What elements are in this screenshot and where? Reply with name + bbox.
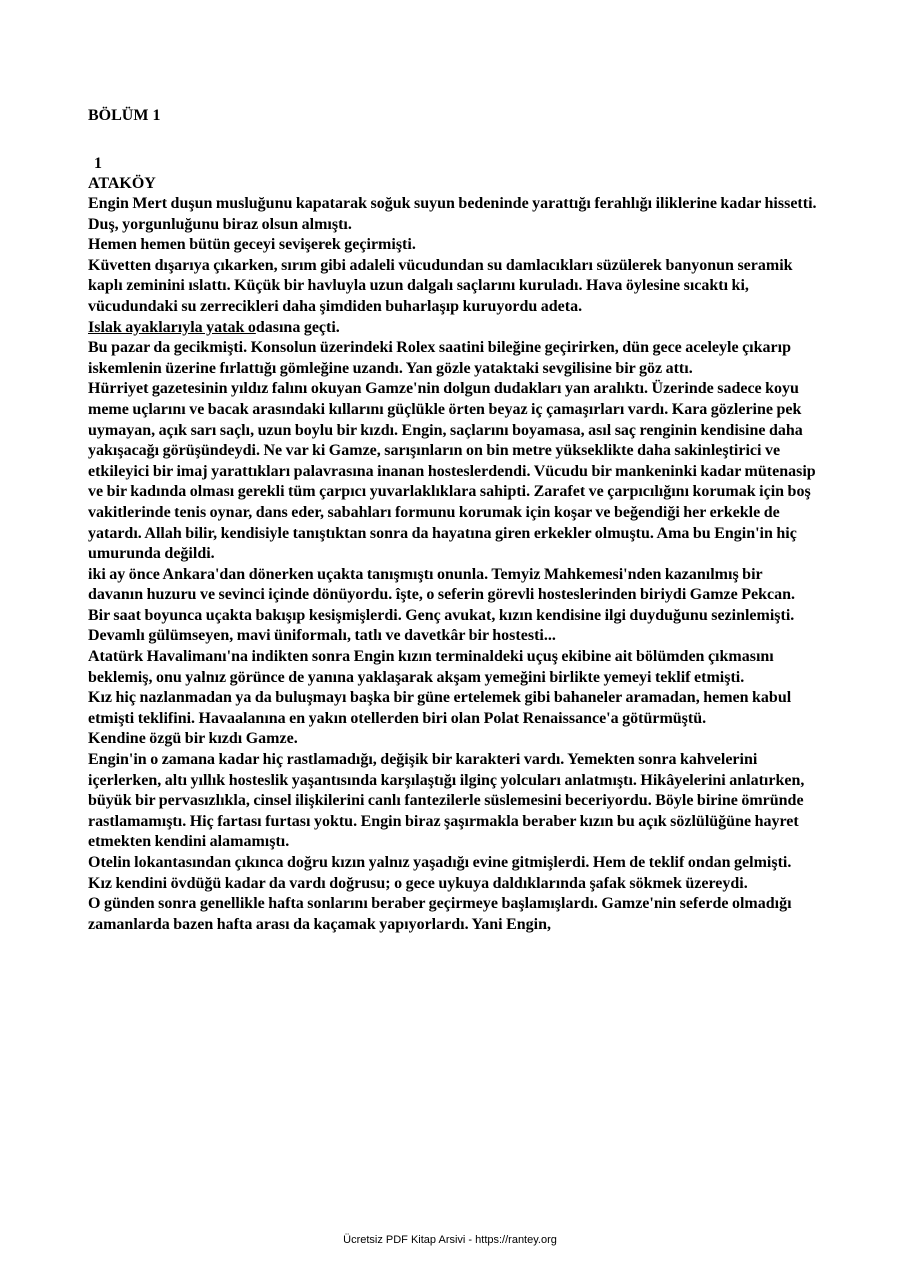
- paragraph: O günden sonra genellikle hafta sonlarını beraber geçirmeye başlamışlardı. Gamze'nin seferde olmadığı zamanlarda bazen hafta arası da kaçamak yapıyorlardı. Yani Engin,: [88, 895, 792, 933]
- paragraph: iki ay önce Ankara'dan dönerken uçakta tanışmıştı onunla. Temyiz Mahkemesi'nden kazanılmış bir davanın huzuru ve sevinci içinde dönüyordu. îşte, o seferin görevli hosteslerinden biriydi Gamze Pekcan. Bir saat boyunca uçakta bakışıp kesişmişlerdi. Genç avukat, kızın kendisine ilgi duyduğunu sezinlemişti. Devamlı gülümseyen, mavi üniformalı, tatlı ve davetkâr bir hostesti...: [88, 565, 796, 645]
- paragraph-text: dasına geçti.: [255, 318, 340, 336]
- paragraph: Kendine özgü bir kızdı Gamze.: [88, 730, 298, 748]
- page-footer: Ücretsiz PDF Kitap Arsivi - https://rantey.org: [343, 1234, 557, 1246]
- paragraph: [88, 318, 818, 339]
- section-number: 1: [94, 155, 102, 172]
- paragraph: Bu pazar da gecikmişti. Konsolun üzerindeki Rolex saatini bileğine geçirirken, dün gece aceleyle çıkarıp iskemlenin üzerine fırlattığı gömleğine uzandı. Yan gözle yataktaki sevgilisine bir göz attı.: [88, 339, 791, 377]
- paragraph: Engin Mert duşun musluğunu kapatarak soğuk suyun bedeninde yarattığı ferahlığı iliklerine kadar hissetti. Duş, yorgunluğunu biraz olsun almıştı.: [88, 195, 817, 233]
- document-body: [88, 106, 818, 935]
- paragraph: Engin'in o zamana kadar hiç rastlamadığı, değişik bir karakteri vardı. Yemekten sonra kahvelerini içerlerken, altı yıllık hosteslik yaşantısında karşılaştığı ilginç yolcuları anlatmıştı. Hikâyelerini anlatırken, büyük bir pervasızlıkla, cinsel ilişkilerini canlı fantezilerle süslemesini beceriyordu. Böyle birine ömründe rastlamamıştı. Hiç fartası furtası yoktu. Engin biraz şaşırmakla beraber kızın bu açık sözlülüğüne hayret etmekten kendini alamamıştı.: [88, 751, 805, 851]
- paragraph: Kız hiç nazlanmadan ya da buluşmayı başka bir güne ertelemek gibi bahaneler aramadan, hemen kabul etmişti teklifini. Havaalanına en yakın otellerden biri olan Polat Renaissance'a götürmüştü.: [88, 689, 792, 727]
- paragraph: Hemen hemen bütün geceyi sevişerek geçirmişti.: [88, 236, 416, 254]
- paragraph: Hürriyet gazetesinin yıldız falını okuyan Gamze'nin dolgun dudakları yan aralıktı. Üzerinde sadece koyu meme uçlarını ve bacak arasındaki kıllarını güçlükle örten beyaz iç çamaşırları vardı. Kara gözlerine pek uymayan, açık sarı saçlı, uzun boylu bir kızdı. Engin, saçlarını boyamasa, asıl saç renginin kendisine daha yakışacağı görüşündeydi. Ne var ki Gamze, sarışınların on bin metre yükseklikte daha sakinleştirici ve etkileyici bir imaj yarattıkları palavrasına inanan hosteslerdendi. Vücudu bir mankeninki kadar mütenasip ve bir kadında olması gerekli tüm çarpıcı yuvarlaklıklara sahipti. Zarafet ve çarpıcılığını korumak için boş vakitlerinde tenis oynar, dans eder, sabahları formunu korumak için koşar ve beğendiği her erkekle de yatardı. Allah bilir, kendisiyle tanıştıktan sonra da hayatına giren erkekler olmuştu. Ama bu Engin'in hiç umurunda değildi.: [88, 380, 816, 563]
- paragraph: Küvetten dışarıya çıkarken, sırım gibi adaleli vücudundan su damlacıkları süzülerek banyonun seramik kaplı zeminini ıslattı. Küçük bir havluyla uzun dalgalı saçlarını kuruladı. Hava öylesine sıcaktı ki, vücudundaki su zerrecikleri daha şimdiden buharlaşıp kuruyordu adeta.: [88, 256, 793, 315]
- paragraph: Otelin lokantasından çıkınca doğru kızın yalnız yaşadığı evine gitmişlerdi. Hem de teklif ondan gelmişti. Kız kendini övdüğü kadar da vardı doğrusu; o gece uykuya daldıklarında şafak sökmek üzereydi.: [88, 854, 792, 892]
- section-title: ATAKÖY: [88, 175, 156, 192]
- chapter-title: BÖLÜM 1: [88, 107, 161, 124]
- paragraph: Atatürk Havalimanı'na indikten sonra Engin kızın terminaldeki uçuş ekibine ait bölümden çıkmasını beklemiş, onu yalnız görünce de yanına yaklaşarak akşam yemeğini birlikte yemeyi teklif etmişti.: [88, 648, 774, 686]
- underlined-text: Islak ayaklarıyla yatak o: [88, 318, 256, 336]
